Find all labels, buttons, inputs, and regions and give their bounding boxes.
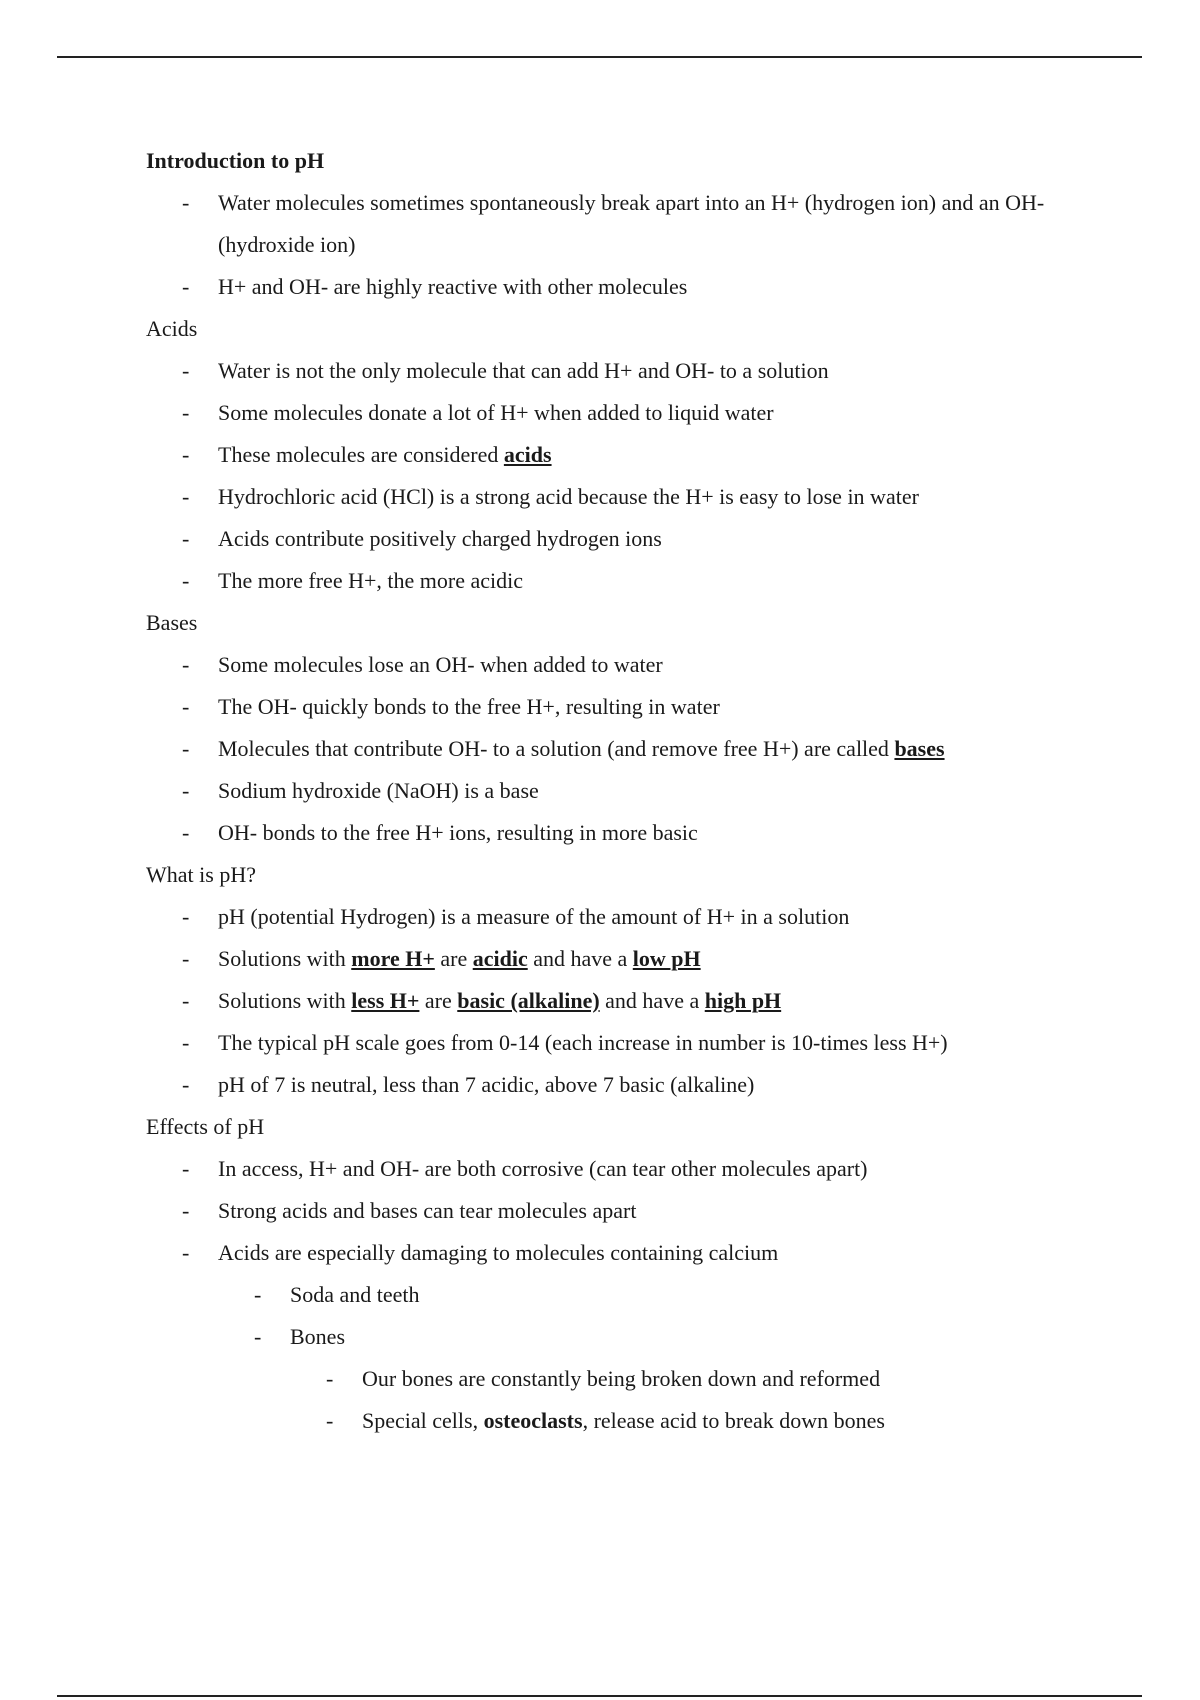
list-item xyxy=(146,1148,1146,1190)
item-text: , release acid to break down bones xyxy=(582,1408,885,1433)
bullet-dash: - xyxy=(182,1072,190,1097)
item-text: The OH- quickly bonds to the free H+, resulting in water xyxy=(218,694,720,719)
bottom-rule xyxy=(57,1695,1142,1697)
item-text: Solutions with xyxy=(218,946,352,971)
item-text: OH- bonds to the free H+ ions, resulting in more basic xyxy=(218,820,698,845)
bullet-dash: - xyxy=(182,946,190,971)
list-item xyxy=(146,476,1146,518)
item-text: Hydrochloric acid (HCl) is a strong acid because the H+ is easy to lose in water xyxy=(218,484,919,509)
section-heading-bases: Bases xyxy=(146,610,198,635)
bullet-dash: - xyxy=(182,568,190,593)
bullet-dash: - xyxy=(182,778,190,803)
document-body xyxy=(146,140,1146,1442)
key-term-low-ph: low pH xyxy=(632,946,701,971)
key-term-high-ph: high pH xyxy=(704,988,782,1013)
list-item xyxy=(146,1190,1146,1232)
bullet-dash: - xyxy=(182,736,190,761)
item-text: Strong acids and bases can tear molecules apart xyxy=(218,1198,637,1223)
item-text: Soda and teeth xyxy=(290,1282,420,1307)
bullet-dash: - xyxy=(182,526,190,551)
list-item xyxy=(146,1022,1146,1064)
bullet-dash: - xyxy=(254,1324,262,1349)
section-heading-what-is-ph: What is pH? xyxy=(146,862,256,887)
list-item xyxy=(146,812,1146,854)
list-item xyxy=(146,560,1146,602)
item-text: pH of 7 is neutral, less than 7 acidic, above 7 basic (alkaline) xyxy=(218,1072,755,1097)
item-text: and have a xyxy=(527,946,633,971)
item-text: Special cells, xyxy=(362,1408,484,1433)
sub-list-item xyxy=(146,1316,1146,1358)
list-item xyxy=(146,350,1146,392)
list-item xyxy=(146,686,1146,728)
bullet-dash: - xyxy=(182,1240,190,1265)
list-item xyxy=(146,1064,1146,1106)
item-text: and have a xyxy=(599,988,705,1013)
item-text: Some molecules donate a lot of H+ when added to liquid water xyxy=(218,400,774,425)
item-text: Our bones are constantly being broken down and reformed xyxy=(362,1366,881,1391)
sub-sub-list-item xyxy=(146,1400,1146,1442)
item-text: Some molecules lose an OH- when added to water xyxy=(218,652,663,677)
bullet-dash: - xyxy=(182,358,190,383)
bullet-dash: - xyxy=(182,820,190,845)
item-text: Water molecules sometimes spontaneously break apart into an H+ (hydrogen ion) and an OH- (hydroxide ion) xyxy=(218,190,1045,257)
item-text: In access, H+ and OH- are both corrosive (can tear other molecules apart) xyxy=(218,1156,868,1181)
item-text: Bones xyxy=(290,1324,345,1349)
item-text: Acids contribute positively charged hydrogen ions xyxy=(218,526,662,551)
top-rule xyxy=(57,56,1142,58)
list-item xyxy=(146,728,1146,770)
bullet-dash: - xyxy=(182,1198,190,1223)
sub-list-item xyxy=(146,1274,1146,1316)
key-term-bases: bases xyxy=(894,736,945,761)
key-term-acidic: acidic xyxy=(472,946,528,971)
item-text: Sodium hydroxide (NaOH) is a base xyxy=(218,778,539,803)
bullet-dash: - xyxy=(182,484,190,509)
sub-sub-list-item xyxy=(146,1358,1146,1400)
bullet-dash: - xyxy=(182,442,190,467)
bullet-dash: - xyxy=(182,190,190,215)
section-heading-intro: Introduction to pH xyxy=(146,148,325,173)
bullet-dash: - xyxy=(182,400,190,425)
item-text: Molecules that contribute OH- to a solution (and remove free H+) are called xyxy=(218,736,895,761)
list-item xyxy=(146,392,1146,434)
bullet-dash: - xyxy=(182,1030,190,1055)
section-heading-effects: Effects of pH xyxy=(146,1114,265,1139)
item-text: Solutions with xyxy=(218,988,352,1013)
item-text: These molecules are considered xyxy=(218,442,504,467)
list-item xyxy=(146,518,1146,560)
bullet-dash: - xyxy=(182,274,190,299)
list-item xyxy=(146,938,1146,980)
item-text: Water is not the only molecule that can add H+ and OH- to a solution xyxy=(218,358,829,383)
bullet-dash: - xyxy=(182,694,190,719)
bullet-dash: - xyxy=(182,1156,190,1181)
list-item xyxy=(146,266,1146,308)
section-heading-acids: Acids xyxy=(146,316,198,341)
bullet-dash: - xyxy=(182,652,190,677)
list-item xyxy=(146,980,1146,1022)
bullet-dash: - xyxy=(326,1366,334,1391)
key-term-more-h: more H+ xyxy=(351,946,435,971)
key-term-acids: acids xyxy=(503,442,552,467)
item-text: H+ and OH- are highly reactive with other molecules xyxy=(218,274,688,299)
list-item xyxy=(146,182,1146,266)
bullet-dash: - xyxy=(254,1282,262,1307)
item-text: are xyxy=(434,946,473,971)
bullet-dash: - xyxy=(182,904,190,929)
bullet-dash: - xyxy=(326,1408,334,1433)
list-item xyxy=(146,896,1146,938)
list-item xyxy=(146,434,1146,476)
key-term-basic-alkaline: basic (alkaline) xyxy=(457,988,600,1013)
list-item xyxy=(146,644,1146,686)
key-term-less-h: less H+ xyxy=(351,988,420,1013)
item-text: Acids are especially damaging to molecules containing calcium xyxy=(218,1240,779,1265)
key-term-osteoclasts: osteoclasts xyxy=(483,1408,583,1433)
item-text: pH (potential Hydrogen) is a measure of the amount of H+ in a solution xyxy=(218,904,850,929)
bullet-dash: - xyxy=(182,988,190,1013)
list-item xyxy=(146,1232,1146,1274)
item-text: The typical pH scale goes from 0-14 (each increase in number is 10-times less H+) xyxy=(218,1030,948,1055)
item-text: The more free H+, the more acidic xyxy=(218,568,523,593)
item-text: are xyxy=(419,988,458,1013)
list-item xyxy=(146,770,1146,812)
